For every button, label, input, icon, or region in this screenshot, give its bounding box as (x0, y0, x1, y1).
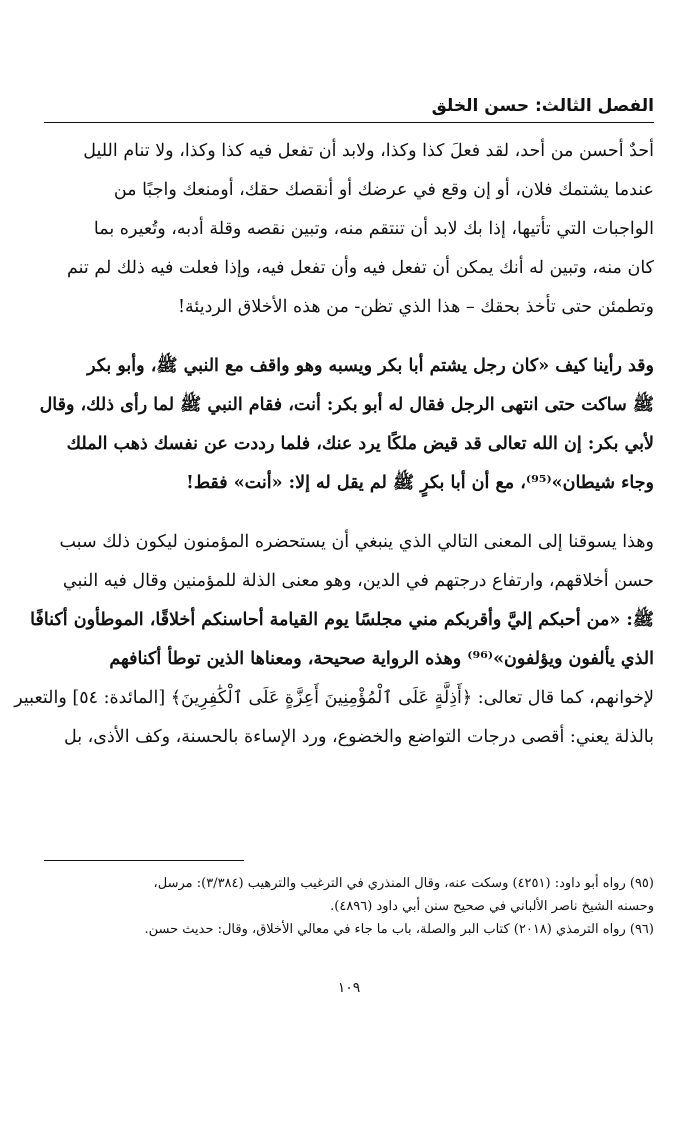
text-line: حسن أخلاقهم، وارتفاع درجتهم في الدين، وهو معنى الذلة للمؤمنين وقال فيه النبي (62, 571, 654, 591)
text-line: وجاء شيطان»⁽⁹⁵⁾، مع أن أبا بكرٍ ﷺ لم يقل له إلا: «أنت» فقط! (186, 473, 654, 493)
footnotes (42, 872, 654, 941)
text-line: كان منه، وتبين له أنك يمكن أن تفعل فيه وأن تفعل فيه، وإذا فعلت فيه ذلك لم تنم (67, 258, 654, 278)
footnote-line: (٩٦) رواه الترمذي (٢٠١٨) كتاب البر والصلة، باب ما جاء في معالي الأخلاق، وقال: حديث حسن. (144, 922, 654, 937)
paragraph (39, 347, 654, 503)
text-line: وهذا يسوقنا إلى المعنى التالي الذي ينبغي أن يستحضره المؤمنون ليكون ذلك سبب (59, 532, 654, 552)
footnote-line: وحسنه الشيخ ناصر الألباني في صحيح سنن أبي داود (٤٨٩٦). (330, 899, 654, 914)
text-line: لأبي بكر: إن الله تعالى قد قيض ملكًا يرد عنك، فلما رددت عن نفسك ذهب الملك (66, 434, 654, 454)
text-line: ﷺ: «من أحبكم إليَّ وأقربكم مني مجلسًا يوم القيامة أحاسنكم أخلاقًا، الموطأون أكنافًا (30, 610, 654, 630)
paragraph (42, 132, 654, 327)
paragraph (14, 523, 654, 757)
footnote-divider (44, 860, 244, 861)
text-line: الواجبات التي تأتيها، إذا بك لابد أن تنتقم منه، وتبين نقصه وقلة أدبه، وتُعيره بما (93, 219, 654, 239)
text-line: الذي يألفون ويؤلفون»⁽⁹⁶⁾ وهذه الرواية صحيحة، ومعناها الذين توطأ أكنافهم (109, 649, 654, 669)
text-line: بالذلة يعني: أقصى درجات التواضع والخضوع، ورد الإساءة بالحسنة، وكف الأذى، بل (63, 727, 654, 747)
chapter-title: الفصل الثالث: حسن الخلق (431, 96, 654, 116)
page-number: ١٠٩ (337, 980, 361, 996)
text-line: وتطمئن حتى تأخذ بحقك – هذا الذي تظن- من هذه الأخلاق الرديئة! (178, 297, 654, 317)
text-line: وقد رأينا كيف «كان رجل يشتم أبا بكر ويسبه وهو واقف مع النبي ﷺ، وأبو بكر (87, 356, 654, 376)
text-line: عندما يشتمك فلان، أو إن وقع في عرضك أو أنقصك حقك، أومنعك واجبًا من (113, 180, 654, 200)
text-line: لإخوانهم، كما قال تعالى: ﴿أَذِلَّةٍ عَلَى ٱلْمُؤْمِنِينَ أَعِزَّةٍ عَلَى ٱلْكَٰفِرِينَ﴾ [المائدة: ٥٤] والتعبير (14, 688, 654, 708)
footnote-line: (٩٥) رواه أبو داود: (٤٢٥١) وسكت عنه، وقال المنذري في الترغيب والترهيب (٣/٣٨٤): مرسل، (153, 876, 654, 891)
body-text (14, 132, 654, 757)
text-line: ﷺ ساكت حتى انتهى الرجل فقال له أبو بكر: أنت، فقام النبي ﷺ لما رأى ذلك، وقال (39, 395, 654, 415)
text-line: أحدٌ أحسن من أحد، لقد فعلَ كذا وكذا، ولابد أن تفعل فيه كذا وكذا، ولا تنام الليل (83, 141, 654, 161)
running-header (44, 96, 654, 123)
